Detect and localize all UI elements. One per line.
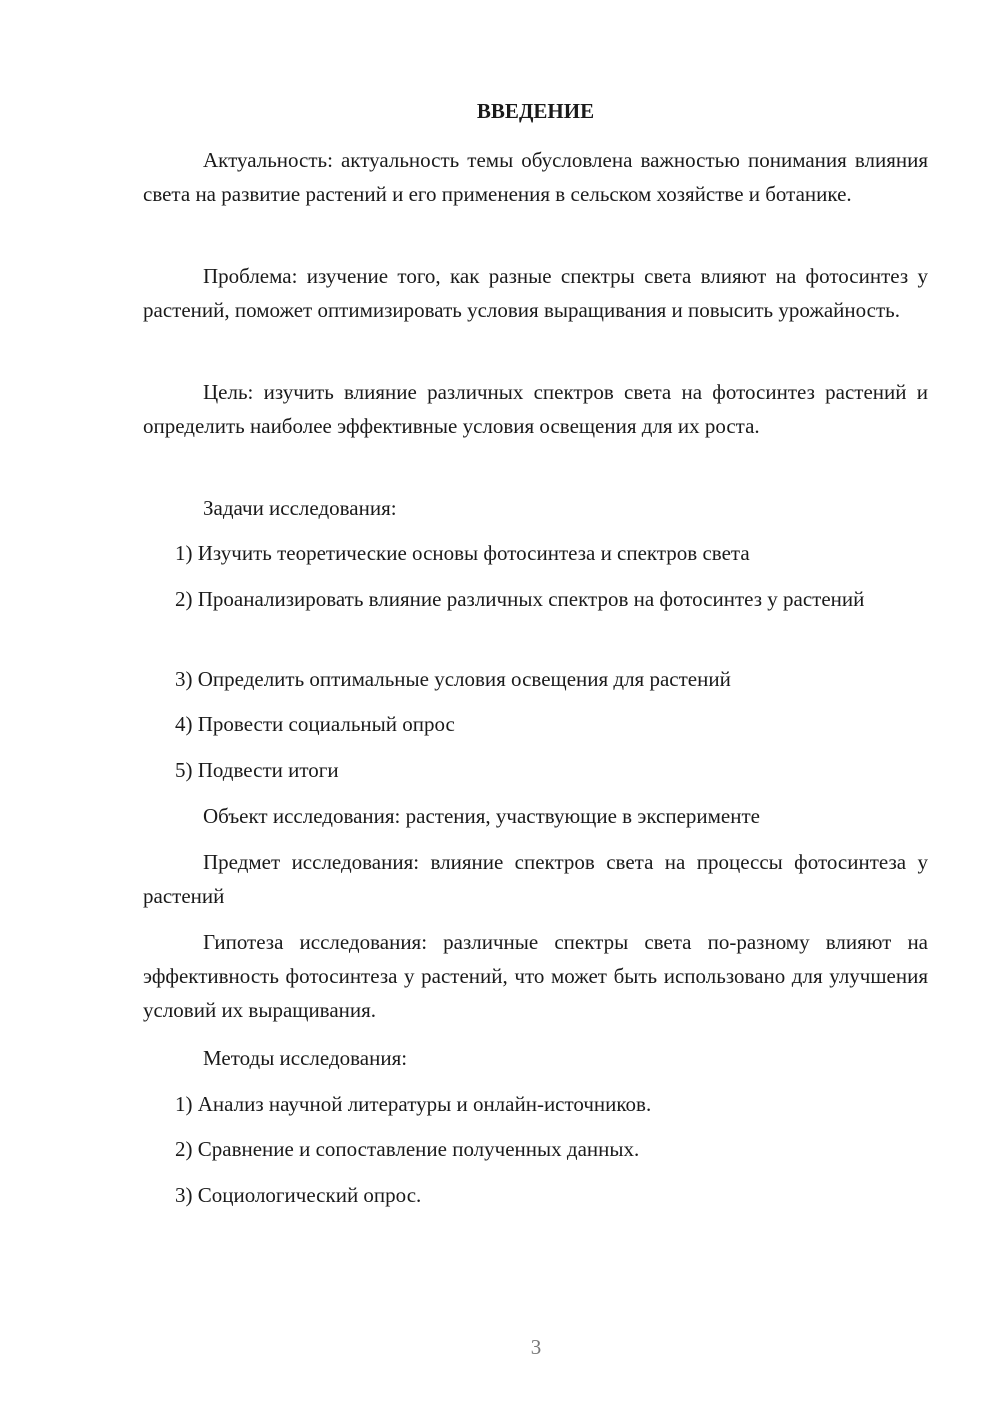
method-item: 3) Социологический опрос.	[175, 1183, 422, 1207]
problem-paragraph: Проблема: изучение того, как разные спектры света влияют на фотосинтез у растений, поможет оптимизировать условия выращивания и повысить урожайность.	[143, 264, 928, 322]
hypothesis-paragraph: Гипотеза исследования: различные спектры света по-разному влияют на эффективность фотосинтеза у растений, что может быть использовано для улучшения условий их выращивания.	[143, 930, 928, 1022]
method-item: 1) Анализ научной литературы и онлайн-источников.	[175, 1092, 652, 1116]
object-paragraph: Объект исследования: растения, участвующие в эксперименте	[203, 804, 760, 828]
task-item: 5) Подвести итоги	[175, 758, 339, 782]
tasks-heading: Задачи исследования:	[203, 496, 397, 520]
task-item: 2) Проанализировать влияние различных спектров на фотосинтез у растений	[175, 587, 865, 611]
task-item: 3) Определить оптимальные условия освещения для растений	[175, 667, 731, 691]
goal-paragraph: Цель: изучить влияние различных спектров света на фотосинтез растений и определить наиболее эффективные условия освещения для их роста.	[143, 380, 928, 438]
methods-heading: Методы исследования:	[203, 1046, 408, 1070]
subject-paragraph: Предмет исследования: влияние спектров света на процессы фотосинтеза у растений	[143, 850, 928, 908]
task-item: 4) Провести социальный опрос	[175, 712, 455, 736]
section-title: ВВЕДЕНИЕ	[476, 99, 595, 123]
method-item: 2) Сравнение и сопоставление полученных данных.	[175, 1137, 640, 1161]
task-item: 1) Изучить теоретические основы фотосинтеза и спектров света	[175, 541, 750, 565]
page-number: 3	[530, 1335, 542, 1359]
relevance-paragraph: Актуальность: актуальность темы обусловлена важностью понимания влияния света на развитие растений и его применения в сельском хозяйстве и ботанике.	[143, 148, 928, 206]
